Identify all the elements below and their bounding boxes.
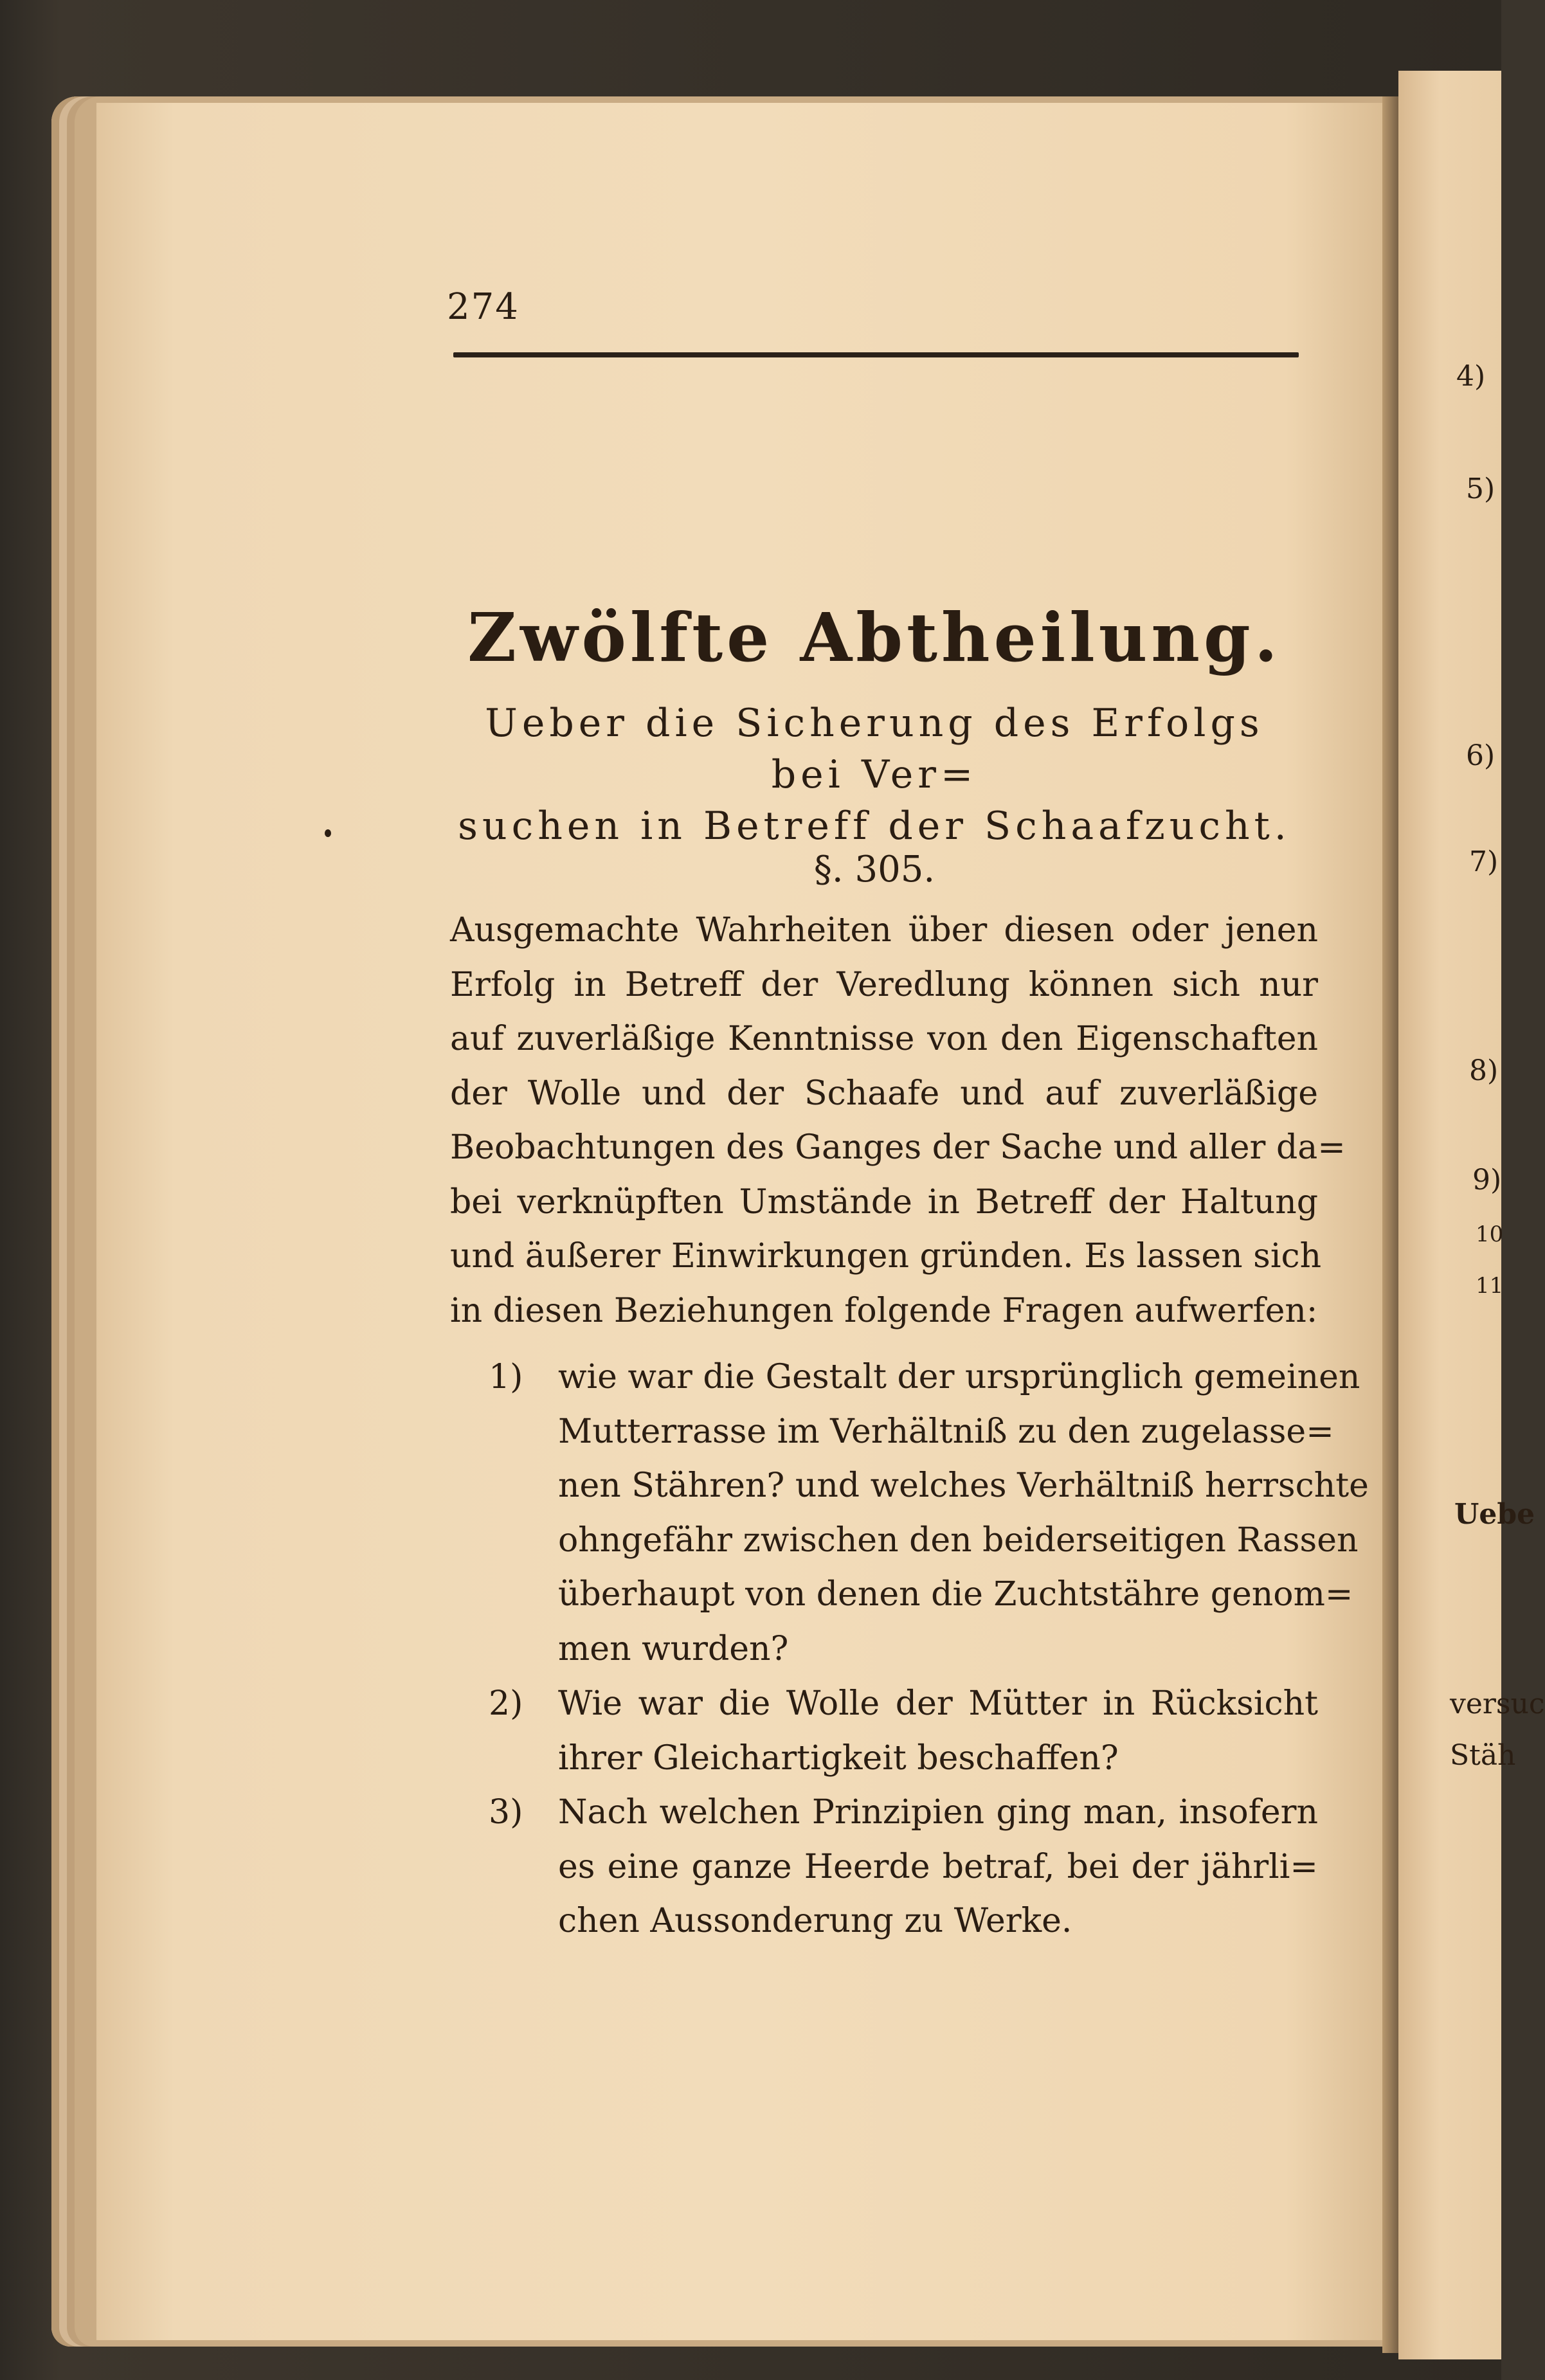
facing-page-fragment: Uebe bbox=[1454, 1498, 1535, 1531]
item-number: 3) bbox=[489, 1793, 523, 1832]
facing-page-fragment: 10 bbox=[1476, 1222, 1504, 1247]
item-line: Wie war die Wolle der Mütter in Rücksicht bbox=[558, 1684, 1318, 1723]
facing-page-fragment: 6) bbox=[1466, 739, 1495, 772]
question-item-2 bbox=[450, 1677, 1318, 1785]
item-line: men wurden? bbox=[558, 1629, 789, 1668]
paragraph-line: der Wolle und der Schaafe und auf zuverläßige bbox=[450, 1074, 1318, 1113]
facing-page-fragment: 4) bbox=[1456, 360, 1486, 393]
facing-page-fragment: 7) bbox=[1469, 845, 1499, 878]
facing-page-fragment: 8) bbox=[1469, 1054, 1499, 1087]
ink-speck bbox=[325, 829, 331, 837]
paragraph-line: Ausgemachte Wahrheiten über diesen oder jenen bbox=[450, 911, 1318, 950]
facing-page-fragment: versuc bbox=[1450, 1688, 1545, 1720]
facing-page-fragment: 11 bbox=[1476, 1273, 1504, 1299]
paragraph-line: Erfolg in Betreff der Veredlung können sich nur bbox=[450, 965, 1318, 1004]
subtitle-line: Ueber die Sicherung des Erfolgs bei Ver= bbox=[485, 701, 1264, 797]
item-line: es eine ganze Heerde betraf, bei der jährli= bbox=[558, 1847, 1318, 1886]
paragraph bbox=[450, 903, 1346, 1338]
facing-page-fragment: 9) bbox=[1472, 1164, 1502, 1196]
item-line: ihrer Gleichartigkeit beschaffen? bbox=[558, 1738, 1119, 1778]
question-item-1 bbox=[450, 1350, 1369, 1676]
item-line: chen Aussonderung zu Werke. bbox=[558, 1902, 1072, 1940]
paragraph-line: bei verknüpften Umstände in Betreff der Haltung bbox=[450, 1182, 1318, 1222]
item-number: 2) bbox=[489, 1684, 523, 1723]
paragraph-line: Beobachtungen des Ganges der Sache und aller da= bbox=[450, 1128, 1346, 1167]
item-line: Nach welchen Prinzipien ging man, insofern bbox=[558, 1793, 1318, 1832]
item-number: 1) bbox=[489, 1358, 523, 1396]
page-number: 274 bbox=[447, 286, 520, 328]
facing-page-fragment: Stäh bbox=[1450, 1739, 1516, 1772]
item-line: Mutterrasse im Verhältniß zu den zugelasse= bbox=[558, 1412, 1334, 1451]
paragraph-line: in diesen Beziehungen folgende Fragen aufwerfen: bbox=[450, 1291, 1318, 1330]
chapter-subtitle bbox=[450, 698, 1299, 852]
item-line: nen Stähren? und welches Verhältniß herrschte bbox=[558, 1466, 1369, 1505]
header-rule bbox=[453, 352, 1299, 357]
question-item-3 bbox=[450, 1785, 1318, 1949]
subtitle-line: suchen in Betreff der Schaafzucht. bbox=[458, 804, 1291, 849]
paragraph-line: auf zuverläßige Kenntnisse von den Eigenschaften bbox=[450, 1020, 1318, 1058]
right-page-edge bbox=[1398, 71, 1504, 2359]
item-line: überhaupt von denen die Zuchtstähre genom= bbox=[558, 1575, 1353, 1614]
chapter-title: Zwölfte Abtheilung. bbox=[467, 598, 1281, 677]
paragraph-line: und äußerer Einwirkungen gründen. Es lassen sich bbox=[450, 1237, 1322, 1276]
facing-page-fragment: 5) bbox=[1466, 473, 1495, 505]
section-number: §. 305. bbox=[813, 849, 935, 890]
item-line: ohngefähr zwischen den beiderseitigen Rassen bbox=[558, 1520, 1359, 1560]
item-line: wie war die Gestalt der ursprünglich gemeinen bbox=[558, 1358, 1360, 1396]
